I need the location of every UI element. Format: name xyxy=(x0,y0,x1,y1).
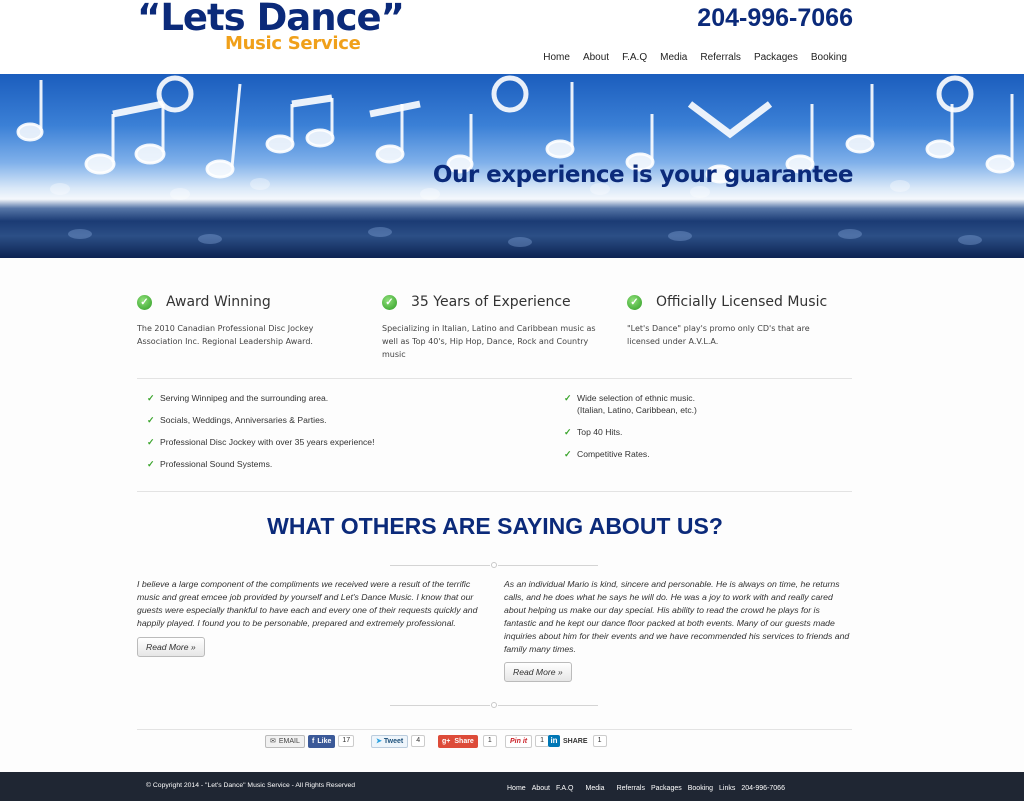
divider xyxy=(137,378,852,379)
facebook-icon: f xyxy=(312,737,315,745)
check-circle-icon: ✓ xyxy=(137,295,152,310)
list-item-continuation: (Italian, Latino, Caribbean, etc.) xyxy=(577,405,697,415)
list-item: ✓ Professional Sound Systems. xyxy=(147,459,273,469)
nav-booking[interactable]: Booking xyxy=(810,52,847,63)
footer-phone[interactable]: 204-996-7066 xyxy=(741,785,785,792)
feature-title: Officially Licensed Music xyxy=(656,294,828,310)
main-nav xyxy=(530,52,847,63)
nav-packages[interactable]: Packages xyxy=(753,52,798,63)
pinterest-icon: Pin it xyxy=(505,735,532,748)
banner-tagline: Our experience is your guarantee xyxy=(432,162,853,188)
footer-nav-booking[interactable]: Booking xyxy=(687,785,714,792)
check-icon: ✓ xyxy=(147,393,155,403)
share-pinterest[interactable] xyxy=(505,734,549,748)
divider xyxy=(137,729,852,730)
share-googleplus[interactable]: g+ Share 1 xyxy=(438,734,497,748)
services-list-left xyxy=(137,392,374,470)
read-more-button[interactable]: Read More » xyxy=(504,662,572,682)
footer-nav-about[interactable]: About xyxy=(531,785,550,792)
feature-licensed xyxy=(627,293,857,348)
copyright: © Copyright 2014 - "Let's Dance" Music Service - All Rights Reserved xyxy=(146,782,356,789)
share-linkedin[interactable]: in SHARE 1 xyxy=(546,734,607,748)
li-count: 1 xyxy=(593,735,607,747)
pin-count: 1 xyxy=(535,735,549,747)
site-footer xyxy=(0,772,1024,801)
check-icon: ✓ xyxy=(147,437,155,447)
feature-title: Award Winning xyxy=(166,294,271,310)
googleplus-icon: g+ xyxy=(442,737,451,745)
list-item: ✓ Top 40 Hits. xyxy=(564,427,623,437)
ornament-divider xyxy=(390,702,598,710)
gshare-count: 1 xyxy=(483,735,497,747)
check-circle-icon: ✓ xyxy=(627,295,642,310)
footer-nav xyxy=(507,785,791,792)
read-more-button[interactable]: Read More » xyxy=(137,637,205,657)
like-count: 17 xyxy=(338,735,354,747)
footer-nav-faq[interactable]: F.A.Q xyxy=(555,785,574,792)
footer-nav-media[interactable]: Media xyxy=(585,785,605,792)
site-header xyxy=(0,0,1024,74)
list-item: ✓ Wide selection of ethnic music. xyxy=(564,393,695,403)
share-email[interactable]: ✉ EMAIL xyxy=(265,734,305,748)
testimonial-quote: As an individual Mario is kind, sincere and personable. He is always on time, he returns calls, and he does what he says he will do. He was a joy to work with and really cared about helping us make our day special. His ability to read the crowd he plays for is fantastic and he kept our dance floor packed at both events. Many of our guests made inquiries about him for their events and we have recommended his services to friends and family many times. xyxy=(504,579,850,654)
feature-text: Specializing in Italian, Latino and Caribbean music as well as Top 40's, Hip Hop, Dance, Rock and Country music xyxy=(382,324,596,359)
check-icon: ✓ xyxy=(147,415,155,425)
check-icon: ✓ xyxy=(147,459,155,469)
hero-banner xyxy=(0,74,1024,258)
divider xyxy=(137,491,852,492)
nav-media[interactable]: Media xyxy=(660,52,688,63)
nav-home[interactable]: Home xyxy=(543,52,570,63)
linkedin-icon: in xyxy=(548,735,560,747)
feature-text: "Let's Dance" play's promo only CD's that are licensed under A.V.L.A. xyxy=(627,324,810,346)
email-icon: ✉ xyxy=(270,738,276,745)
list-item: ✓ Socials, Weddings, Anniversaries & Parties. xyxy=(147,415,327,425)
testimonial-quote: I believe a large component of the compliments we received were a result of the terrific music and great emcee job provided by yourself and Let's Dance Music. I know that our guests were especially thankful to have each and every one of their requests quickly and happily played. I found you to be personable, prepared and extremely professional. xyxy=(137,579,478,628)
header-phone[interactable]: 204-996-7066 xyxy=(697,4,853,32)
feature-text: The 2010 Canadian Professional Disc Jockey Association Inc. Regional Leadership Award. xyxy=(137,324,314,346)
list-item: ✓ Serving Winnipeg and the surrounding area. xyxy=(147,393,329,403)
tweet-count: 4 xyxy=(411,735,425,747)
site-logo[interactable] xyxy=(137,0,404,60)
share-twitter[interactable]: ➤ Tweet 4 xyxy=(371,734,425,748)
list-item: ✓ Competitive Rates. xyxy=(564,449,650,459)
footer-nav-referrals[interactable]: Referrals xyxy=(616,785,645,792)
feature-title: 35 Years of Experience xyxy=(411,294,571,310)
footer-nav-home[interactable]: Home xyxy=(507,785,526,792)
feature-experience xyxy=(382,293,612,361)
nav-about[interactable]: About xyxy=(582,52,610,63)
footer-nav-links[interactable]: Links xyxy=(719,785,736,792)
nav-referrals[interactable]: Referrals xyxy=(700,52,741,63)
check-icon: ✓ xyxy=(564,427,572,437)
testimonials-title: WHAT OTHERS ARE SAYING ABOUT US? xyxy=(267,513,723,539)
check-icon: ✓ xyxy=(564,449,572,459)
nav-faq[interactable]: F.A.Q xyxy=(622,52,648,63)
footer-nav-packages[interactable]: Packages xyxy=(650,785,682,792)
logo-title: “Lets Dance” xyxy=(137,0,404,39)
logo-subtitle: Music Service xyxy=(225,33,361,54)
check-icon: ✓ xyxy=(564,393,572,403)
twitter-icon: ➤ xyxy=(376,738,382,745)
services-list-right xyxy=(554,392,697,460)
share-facebook[interactable]: f Like 17 xyxy=(308,734,354,748)
ornament-divider xyxy=(390,562,598,570)
list-item: ✓ Professional Disc Jockey with over 35 years experience! xyxy=(147,437,375,447)
check-circle-icon: ✓ xyxy=(382,295,397,310)
feature-award xyxy=(137,293,367,348)
